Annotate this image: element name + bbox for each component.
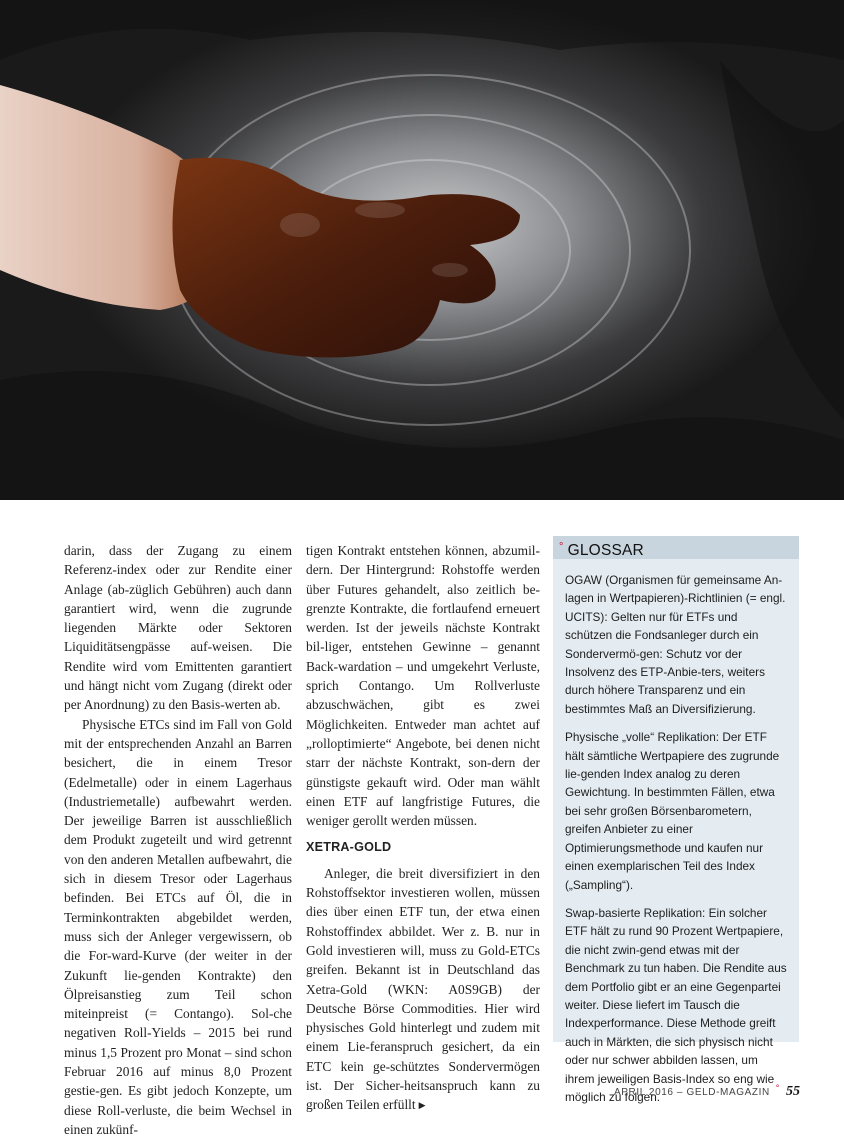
degree-icon: °: [775, 1083, 780, 1093]
article-paragraph: [306, 864, 540, 1116]
article-paragraph: tigen Kontrakt entstehen können, abzumil-dern. Der Hintergrund: Rohstoffe werden über Futures gehandelt, also zeitlich be-grenzte Kontrakte, die fortlaufend erneuert werden. Ist der jeweils nächste Kontrakt bil-liger, entstehen Gewinne – genannt Back-wardation – und umgekehrt Verluste, sprich Contango. Um Rollverluste abzuschwächen, gibt es zwei Möglichkeiten. Entweder man achtet auf „rolloptimierte“ Angebote, bei denen nicht starr der nächste Kontrakt, son-dern der günstigste gekauft wird. Oder man wählt einen ETF auf langfristige Futures, die weniger gerollt werden müssen.: [306, 543, 540, 829]
subheading: XETRA-GOLD: [306, 840, 392, 855]
article-column-2: [306, 541, 540, 1116]
page-footer: [614, 1083, 800, 1100]
bullet-icon: °: [559, 541, 564, 553]
glossary-entry: Physische „volle“ Replikation: Der ETF hält sämtliche Wertpapiere des zugrunde lie-genden Index analog zu deren Gewichtung. In bestimmten Fällen, etwa bei sehr großen Börsenbarometern, greifen Anbieter zu einer Optimierungsmethode und kaufen nur einen exemplarischen Teil des Index („Sampling“).: [565, 730, 780, 892]
glossary-entry: Swap-basierte Replikation: Ein solcher ETF hält zu rund 90 Prozent Wertpapiere, die nicht zwin-gend etwas mit der Benchmark zu tun haben. Die Rendite aus dem Portfolio gibt er an eine Gegenpartei weiter. Diese liefert im Tausch die Indexperformance. Diese Methode greift auch in Märkten, die sich physisch nicht oder nur schwer abbilden lassen, um ihrem jeweiligen Basis-Index so eng wie möglich zu folgen.: [565, 905, 787, 1104]
continue-arrow-icon: ▶: [418, 1100, 426, 1111]
glossary-entry: OGAW (Organismen für gemeinsame An-lagen in Wertpapieren)-Richtlinien (= engl. UCITS): Gelten nur für ETFs und schützen die Fondsanleger durch ein Sondervermö-gen: Schutz vor der Insolvenz des ETP-Anbie-ters, weiters durch höhere Transparenz und ein bestimmtes Maß an Diversifizierung.: [565, 573, 786, 716]
article-paragraph-text: Anleger, die breit diversifiziert in den Rohstoffsektor investieren wollen, müssen dies über einen ETF tun, der etwa einen Rohstoffindex abbildet. Wer z. B. nur in Gold investieren will, muss zu Gold-ETCs greifen. Bekannt ist in Deutschland das Xetra-Gold (WKN: A0S9GB) der Deutsche Börse Commodities. Hier wird physisches Gold hinterlegt und zudem mit einem Lie-feranspruch gesichert, da ein ETC kein ge-schütztes Sondervermögen ist. Der Sicher-heitsanspruch kann zu großen Teilen erfüllt: [306, 865, 540, 1113]
oil-hand-photo: [0, 0, 844, 500]
glossary-title: GLOSSAR: [567, 542, 644, 559]
article-paragraph: Physische ETCs sind im Fall von Gold mit der entsprechenden Anzahl an Barren besichert, die in einem Tresor (Edelmetalle) oder in einem Lagerhaus (Industriemetalle) aufbewahrt werden. Der jeweilige Barren ist ausschließlich dem Produkt zugeteilt und wird getrennt von den anderen Metallen aufbewahrt, die sich in diesem Tresor oder Lagerhaus befinden. Bei ETCs auf Öl, die in Terminkontrakten abgebildet werden, muss sich der Anleger vergewissern, ob die For-ward-Kurve (der weiter in der Zukunft lie-genden Kontrakte) den Ölpreisanstieg zum Teil schon miteinpreist (= Contango). Sol-che negativen Roll-Yields – 2015 bei rund minus 1,5 Prozent pro Monat – sind schon Februar 2016 auf minus 8,0 Prozent gestie-gen. Es gibt jedoch Konzepte, um diese Roll-verluste, die beim Wechsel in einen zukünf-: [64, 716, 292, 1137]
page-number: 55: [786, 1084, 800, 1099]
article-column-1: [64, 541, 292, 1139]
article-paragraph: darin, dass der Zugang zu einem Referenz-index oder zur Rendite einer Anlage (ab-züglich Gebühren) auch dann garantiert wird, wenn die zugrunde liegenden Märkte oder Sektoren Liquiditätsengpässe auf-weisen. Die Rendite wird vom Emittenten garantiert und hängt nicht vom Zugang (direkt oder per Anordnung) zu den Basis-werten ab.: [64, 543, 292, 713]
oil-hand-photo-icon: [0, 0, 844, 500]
glossary-body: [553, 559, 799, 1106]
glossary-header: [553, 536, 799, 559]
issue-label: APRIL 2016 – GELD-MAGAZIN: [614, 1087, 770, 1098]
